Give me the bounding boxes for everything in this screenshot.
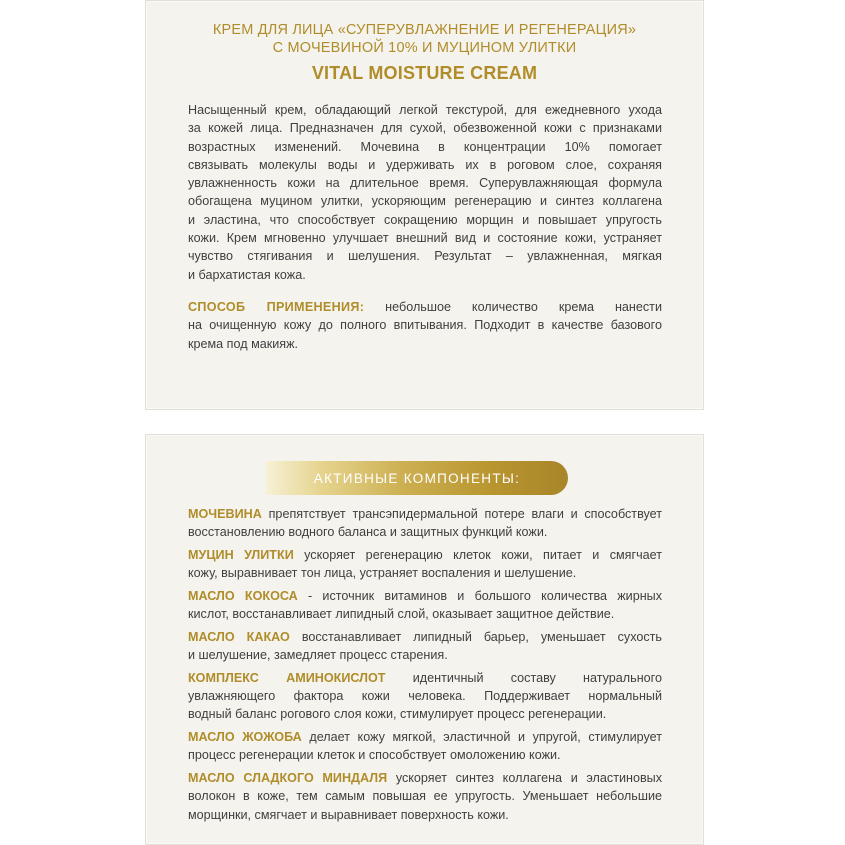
usage-instructions [188,298,662,353]
description-line: обогащена муцином улитки, ускоряющим регенерацию и синтез коллагена [188,194,662,209]
usage-label: СПОСОБ ПРИМЕНЕНИЯ: [188,300,365,314]
component-line: кожу, выравнивает тон лица, устраняет воспаления и шелушение. [188,566,577,581]
component-name: МАСЛО КОКОСА [188,589,298,603]
description-line: Насыщенный крем, обладающий легкой текстурой, для ежедневного ухода [188,103,662,117]
product-title-line-1: КРЕМ ДЛЯ ЛИЦА «СУПЕРУВЛАЖНЕНИЕ И РЕГЕНЕРАЦИЯ» [212,22,637,38]
component-item [188,728,662,764]
active-components-banner [266,461,568,495]
component-item [188,546,662,582]
component-line: восстановлению водного баланса и защитных функций кожи. [188,525,548,540]
component-text: ускоряет регенерацию клеток кожи, питает и смягчает [293,548,663,562]
description-line: и эластина, что способствует сокращению морщин и повышает упругость [188,212,662,227]
components-list [188,505,662,828]
active-components-panel [145,434,704,845]
component-text: - источник витаминов и большого количества жирных [297,589,663,603]
component-name: КОМПЛЕКС АМИНОКИСЛОТ [188,671,386,685]
component-text: делает кожу мягкой, эластичной и упругой, стимулирует [301,730,662,745]
component-name: МАСЛО ЖОЖОБА [188,730,302,745]
component-line: увлажняющего фактора кожи человека. Поддерживает нормальный [188,689,662,704]
description-line: за кожей лица. Предназначен для сухой, обезвоженной кожи с признаками [188,121,662,136]
component-line: морщинки, смягчает и выравнивает поверхность кожи. [188,807,509,822]
component-line: и шелушение, замедляет процесс старения. [188,648,448,663]
banner-title: АКТИВНЫЕ КОМПОНЕНТЫ: [313,470,521,486]
component-line [188,769,662,787]
usage-line [188,298,662,316]
component-name: МОЧЕВИНА [188,507,262,521]
component-item [188,669,662,724]
component-line: процесс регенерации клеток и способствует омоложению кожи. [188,748,561,763]
component-name: МАСЛО СЛАДКОГО МИНДАЛЯ [188,771,388,786]
description-line: увлажненность кожи на длительное время. Суперувлажняющая формула [188,176,662,191]
product-description-panel [145,0,704,410]
component-line [188,669,662,687]
usage-line: на очищенную кожу до полного впитывания. Подходит в качестве базового [188,318,662,333]
product-title-line-2: С МОЧЕВИНОЙ 10% И МУЦИНОМ УЛИТКИ [272,40,577,56]
component-item [188,505,662,541]
product-description [188,101,662,284]
component-line: водный баланс рогового слоя кожи, стимулирует процесс регенерации. [188,707,607,722]
component-line [188,546,662,564]
component-text: идентичный составу натурального [385,671,662,685]
component-line [188,728,662,746]
component-line [188,628,662,646]
component-item [188,587,662,623]
usage-text: небольшое количество крема нанести [364,300,662,314]
component-line: волокон в коже, тем самым повышая ее упругость. Уменьшает небольшие [188,789,662,804]
component-text: восстанавливает липидный барьер, уменьшает сухость [289,630,662,644]
component-text: ускоряет синтез коллагена и эластиновых [387,771,662,786]
usage-line: крема под макияж. [188,336,299,351]
component-line: кислот, восстанавливает липидный слой, оказывает защитное действие. [188,607,615,622]
component-name: МУЦИН УЛИТКИ [188,548,294,562]
component-item [188,628,662,664]
description-line: кожи. Крем мгновенно улучшает внешний вид и состояние кожи, устраняет [188,231,662,246]
product-header [146,21,703,85]
description-line: связывать молекулы воды и удерживать их в роговом слое, сохраняя [188,157,662,172]
description-line: чувство стягивания и шелушения. Результат – увлажненная, мягкая [188,249,662,264]
brand-name: VITAL MOISTURE CREAM [311,63,538,83]
component-line [188,587,662,605]
description-line: и бархатистая кожа. [188,267,306,282]
component-text: препятствует трансэпидермальной потере влаги и способствует [261,507,662,521]
component-item [188,769,662,824]
description-line: возрастных изменений. Мочевина в концентрации 10% помогает [188,139,662,154]
component-name: МАСЛО КАКАО [188,630,290,644]
component-line [188,505,662,523]
